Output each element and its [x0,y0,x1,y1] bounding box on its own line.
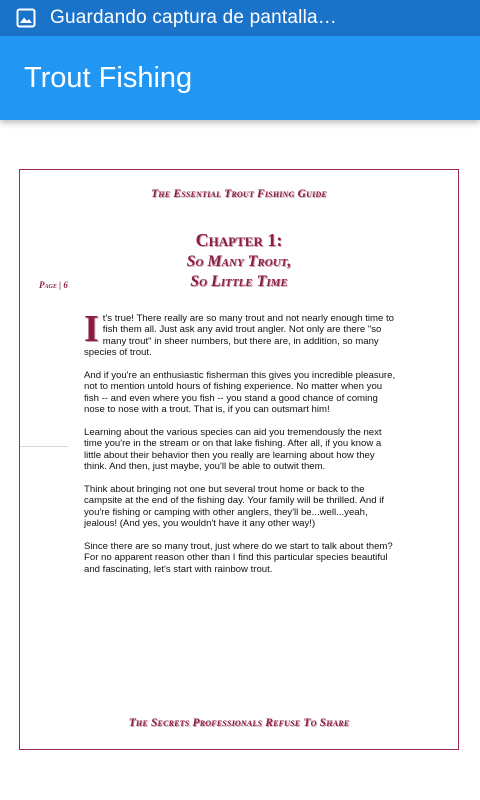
chapter-title-line1: So Many Trout, [186,253,292,270]
paragraph: And if you're an enthusiastic fisherman this gives you incredible pleasure, not to mention untold hours of fishing experience. No matter when you fish -- and even where you fish -- you stand a good chance of coming nose to nose with a trout. That is, if you can outsmart him! [84,370,396,416]
app-bar [0,36,480,120]
document-body [84,308,396,587]
chapter-number: Chapter 1: [195,230,283,250]
document-page[interactable] [19,169,459,750]
page-number-label: Page | 6 [39,280,68,290]
drop-cap: I [84,308,99,350]
paragraph: Learning about the various species can aid you tremendously the next time you're in the stream or on that lake fishing. After all, if you know a little about their behavior then you really are learning about how they think. And then, just maybe, you'll be able to outwit them. [84,427,382,473]
chapter-title [20,252,458,292]
paragraph: Think about bringing not one but several trout home or back to the campsite at the end of the fishing day. Your family will be thrilled. And if you're fishing or camping with other anglers, they'll be...well...yeah, jealous! (And yes, you wouldn't have it any other way!) [84,484,385,530]
image-icon [16,8,36,28]
document-header: The Essential Trout Fishing Guide [151,188,327,200]
document-footer: The Secrets Professionals Refuse To Share [128,717,350,729]
paragraph-text: t's true! There really are so many trout and not nearly enough time to fish them all. Just ask any avid trout angler. Not only are there "so many trout" in sheer numbers, but there are, in addition, so many species of trout. [84,313,395,359]
chapter-title-line2: So Little Time [190,273,288,290]
paragraph: Since there are so many trout, just where do we start to talk about them? For no apparent reason other than I find this particular species beautiful and fascinating, let's start with rainbow trout. [84,541,393,575]
app-title: Trout Fishing [24,61,193,94]
paragraph [84,308,396,359]
page-divider [20,446,68,447]
status-bar [0,0,480,36]
status-text: Guardando captura de pantalla… [50,7,337,28]
